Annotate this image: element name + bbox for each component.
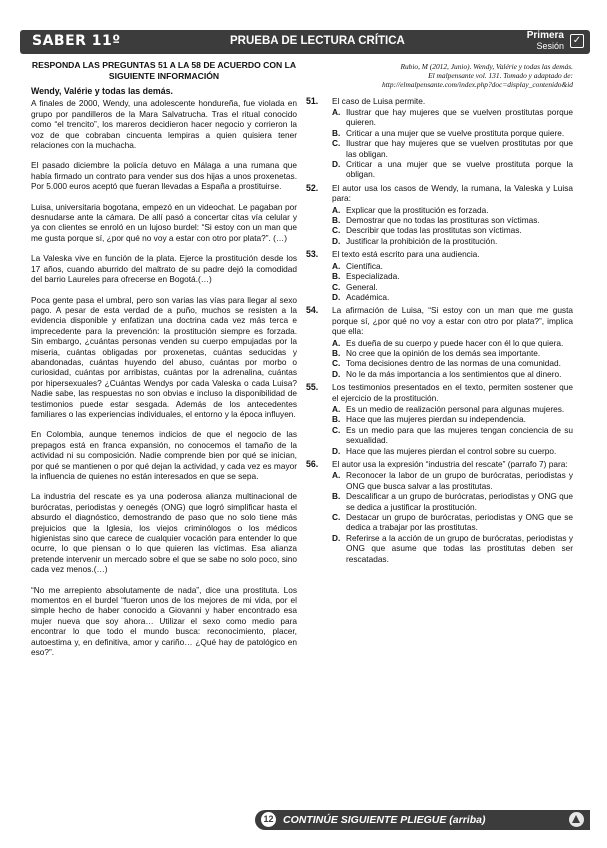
option-letter: C.: [332, 225, 341, 236]
option-text: Criticar a una mujer que se vuelve prostituta porque la obligan.: [346, 159, 573, 180]
answer-option[interactable]: [332, 491, 573, 512]
question-item: [306, 382, 573, 456]
question-text: El texto está escrito para una audiencia.: [332, 249, 480, 260]
citation-line: Rubio, M (2012, Junio). Wendy, Valérie y todas las demás.: [400, 62, 573, 71]
option-text: Referirse a la acción de un grupo de burócratas, periodistas y ONG que asume que todas las prostitutas deben ser rescatadas.: [346, 532, 573, 564]
answer-option[interactable]: [332, 225, 573, 235]
answer-option[interactable]: [332, 236, 573, 246]
question-text: El autor usa la expresión “industria del rescate” (parrafo 7) para:: [332, 459, 568, 470]
page-header: [20, 30, 590, 54]
paragraph: La industria del rescate es ya una poderosa alianza multinacional de burócratas, periodistas y oenegés (ONG) que logró simplificar hasta el absurdo el diagnóstico, demostrando de paso que no solo tiene más prejuicios que la Iglesia, los viejos criminólogos o los médicos higienistas sino que carece de cualquier vocación para entender lo que ocurre, lo que piensan o lo que quieren las víctimas. Esa alianza pretende intervenir un mercado sobre el que se sabe no solo poco, sino cada vez menos.(…): [31, 491, 297, 575]
reading-column: [31, 60, 297, 668]
option-text: Hace que las mujeres pierdan su independencia.: [346, 414, 526, 425]
answer-option[interactable]: [332, 215, 573, 225]
instructions: RESPONDA LAS PREGUNTAS 51 A LA 58 DE ACUERDO CON LA SIGUIENTE INFORMACIÓN: [31, 60, 297, 81]
option-letter: A.: [332, 260, 341, 271]
option-text: Explicar que la prostitución es forzada.: [346, 204, 489, 215]
option-letter: B.: [332, 271, 341, 282]
option-text: Destacar un grupo de burócratas, periodistas y ONG que se dedica a trabajar por las prostitutas.: [346, 512, 573, 533]
question-list: [306, 96, 573, 564]
text-title: Wendy, Valérie y todas las demás.: [31, 86, 173, 96]
option-text: Describir que todas las prostitutas son víctimas.: [346, 225, 522, 236]
option-letter: C.: [332, 281, 341, 292]
option-letter: C.: [332, 512, 341, 523]
question-number: 52.: [306, 182, 319, 193]
citation: [306, 62, 573, 90]
page-footer: [255, 810, 590, 830]
answer-option[interactable]: [332, 533, 573, 564]
citation-line: El malpensante vol. 131. Tomado y adaptado de:: [428, 71, 573, 81]
check-icon: ✓: [570, 34, 584, 48]
option-text: Criticar a una mujer que se vuelve prostituta porque quiere.: [346, 127, 565, 138]
answer-option[interactable]: [332, 292, 573, 302]
answer-option[interactable]: [332, 282, 573, 292]
paragraph: La Valeska vive en función de la plata. Ejerce la prostitución desde los 17 años, cuando aburrido del maltrato de su padre dejó la comodidad del barrio Laureles para ofrecerse en Bogotá.(…): [31, 253, 297, 285]
answer-option[interactable]: [332, 369, 573, 379]
answer-option[interactable]: [332, 358, 573, 368]
option-text: Reconocer la labor de un grupo de burócratas, periodistas y ONG que busca salvar a las prostitutas.: [346, 470, 573, 491]
option-text: Demostrar que no todas las prostituras son víctimas.: [346, 215, 540, 226]
question-text: La afirmación de Luisa, “Si estoy con un man que me gusta porque sí, ¿por qué no voy a estar con otro por plata?”, implica que ella:: [332, 305, 573, 337]
paragraph: Luisa, universitaria bogotana, empezó en un videochat. Le pagaban por desnudarse ante la cámara. De allí pasó a concertar citas vía celular y ya con clientes se enroló en un lujoso burdel: “Si estoy con un man que me gusta porque sí, ¿por qué no voy a estar con otro por plata?”. (…): [31, 201, 297, 243]
option-text: Científica.: [346, 260, 383, 271]
answer-option[interactable]: [332, 159, 573, 180]
citation-line: http://elmalpensante.com/index.php?doc=display_contenido&id: [382, 80, 573, 90]
question-number: 55.: [306, 382, 319, 393]
answer-option[interactable]: [332, 425, 573, 446]
option-letter: D.: [332, 445, 341, 456]
answer-option[interactable]: [332, 271, 573, 281]
option-text: No cree que la opinión de los demás sea importante.: [346, 347, 541, 358]
questions-column: [306, 60, 573, 564]
option-text: Hace que las mujeres pierdan el control sobre su cuerpo.: [346, 445, 557, 456]
option-letter: B.: [332, 127, 341, 138]
option-text: No le da más importancia a los sentimientos que al dinero.: [346, 368, 562, 379]
question-number: 54.: [306, 305, 319, 316]
answer-option[interactable]: [332, 512, 573, 533]
paragraph: A finales de 2000, Wendy, una adolescente hondureña, fue violada en grupo por pandilleros de la Mara Salvatrucha. Tras el ritual conocido como “el trencito”, los mareros decidieron hacer negocio y corrieron la voz de que cobraban cincuenta lempiras a quien quisiera tener relaciones con la muchacha.: [31, 98, 297, 151]
paragraph: “No me arrepiento absolutamente de nada”, dice una prostituta. Los momentos en el burdel “fueron unos de los mejores de mi vida, por el simple hecho de haber conocido a Giovanni y haber encontrado esa mujer nueva que soy ahora… Utilizar el sexo como medio para encontrar lo que todo el mundo busca: reconocimiento, placer, autoestima y, en definitiva, amor y cariño… ¿Qué hay de patológico en eso?”.: [31, 584, 297, 658]
answer-option[interactable]: [332, 338, 573, 348]
question-text: El autor usa los casos de Wendy, la rumana, la Valeska y Luisa para:: [332, 182, 573, 204]
exam-title: PRUEBA DE LECTURA CRÍTICA: [230, 35, 405, 47]
option-letter: A.: [332, 337, 341, 348]
option-text: Es un medio para que las mujeres tengan conciencia de su sexualidad.: [346, 424, 573, 446]
option-text: Es dueña de su cuerpo y puede hacer con él lo que quiera.: [346, 337, 564, 348]
answer-option[interactable]: [332, 414, 573, 424]
option-letter: C.: [332, 424, 341, 435]
question-text: Los testimonios presentados en el texto, permiten sostener que el ejercicio de la prostitución.: [332, 382, 573, 403]
session-line-2: Sesión: [536, 41, 564, 51]
option-letter: B.: [332, 347, 341, 358]
option-text: Descalificar a un grupo de burócratas, periodistas y ONG que se dedica a justificar la prostitución.: [346, 491, 573, 512]
option-text: Justificar la prohibición de la prostitución.: [346, 235, 498, 246]
option-letter: D.: [332, 291, 341, 302]
answer-option[interactable]: [332, 404, 573, 414]
session-label: [527, 31, 564, 51]
answer-option[interactable]: [332, 138, 573, 159]
option-letter: C.: [332, 138, 341, 149]
option-text: Es un medio de realización personal para algunas mujeres.: [346, 403, 565, 414]
answer-option[interactable]: [332, 261, 573, 271]
question-item: [306, 249, 573, 302]
option-letter: B.: [332, 414, 341, 425]
option-letter: D.: [332, 235, 341, 246]
paragraph: El pasado diciembre la policía detuvo en Málaga a una rumana que había firmado un contrato para vender sus dos hijas a unos proxenetas. Por 5.000 euros aceptó que fueran llevadas a España a prostituirse.: [31, 160, 297, 192]
question-item: [306, 459, 573, 564]
question-item: [306, 305, 573, 379]
answer-option[interactable]: [332, 446, 573, 456]
question-item: [306, 183, 573, 246]
option-letter: B.: [332, 215, 341, 226]
question-text: El caso de Luisa permite.: [332, 95, 426, 106]
session-line-1: Primera: [526, 30, 564, 41]
option-letter: B.: [332, 491, 341, 502]
question-number: 53.: [306, 249, 319, 260]
option-letter: A.: [332, 403, 341, 414]
option-letter: C.: [332, 358, 341, 369]
continue-text: CONTINÚE SIGUIENTE PLIEGUE (arriba): [283, 814, 486, 826]
answer-option[interactable]: [332, 470, 573, 491]
option-letter: A.: [332, 470, 341, 481]
option-letter: D.: [332, 159, 341, 170]
question-number: 56.: [306, 459, 319, 470]
option-text: Ilustrar que hay mujeres que se vuelven prostitutas porque quieren.: [346, 107, 573, 128]
option-letter: D.: [332, 368, 341, 379]
option-text: Toma decisiones dentro de las normas de una comunidad.: [346, 358, 561, 369]
answer-option[interactable]: [332, 128, 573, 138]
option-letter: D.: [332, 532, 341, 543]
question-item: [306, 96, 573, 180]
option-text: Ilustrar que hay mujeres que se vuelven prostitutas por que las obligan.: [346, 138, 573, 159]
option-letter: A.: [332, 107, 341, 118]
question-number: 51.: [306, 95, 319, 106]
paragraph: Poca gente pasa el umbral, pero son varias las vías para llegar al sexo pago. A pesar de esta verdad de a puño, muchos se resisten a la evidencia disponible y enfatizan una doctrina cada vez más terca e imprecedente para la prevención: la prostitución siempre es forzada. Sin embargo, ¿cuántas personas venden su cuerpo empujadas por la miseria, cuántas obligadas por proxenetas, cuántas seducidas y abandonadas, cuántas huyendo del abuso, cuántas por morbo o curiosidad, cuántas por arribistas, cuántas por la adrenalina, cuántas por hipersexuales? ¿Cuántas Wendys por cada Valeska o cada Luisa? Nadie sabe, las respuestas no son obvias e incluso la disponibilidad de testimonios puede estar sesgada. Además de los antecedentes familiares o las experiencias individuales, el entorno y la época influyen.: [31, 294, 297, 419]
option-text: Académica.: [346, 291, 390, 302]
answer-option[interactable]: [332, 107, 573, 128]
option-text: General.: [346, 281, 378, 292]
page-number: 12: [261, 812, 276, 827]
exam-brand: SABER 11º: [32, 33, 121, 49]
paragraph: En Colombia, aunque tenemos indicios de que el negocio de las prepagos está en franca expansión, no conocemos el tamaño de la actividad ni su composición. Nadie comprende bien por qué se inician, por qué se mantienen o por qué dejan la actividad, y cada vez es mayor la influencia de quienes no están interesados en que se sepa.: [31, 429, 297, 481]
arrow-up-icon: [569, 812, 584, 827]
option-text: Especializada.: [346, 271, 400, 282]
answer-option[interactable]: [332, 205, 573, 215]
answer-option[interactable]: [332, 348, 573, 358]
option-letter: A.: [332, 204, 341, 215]
